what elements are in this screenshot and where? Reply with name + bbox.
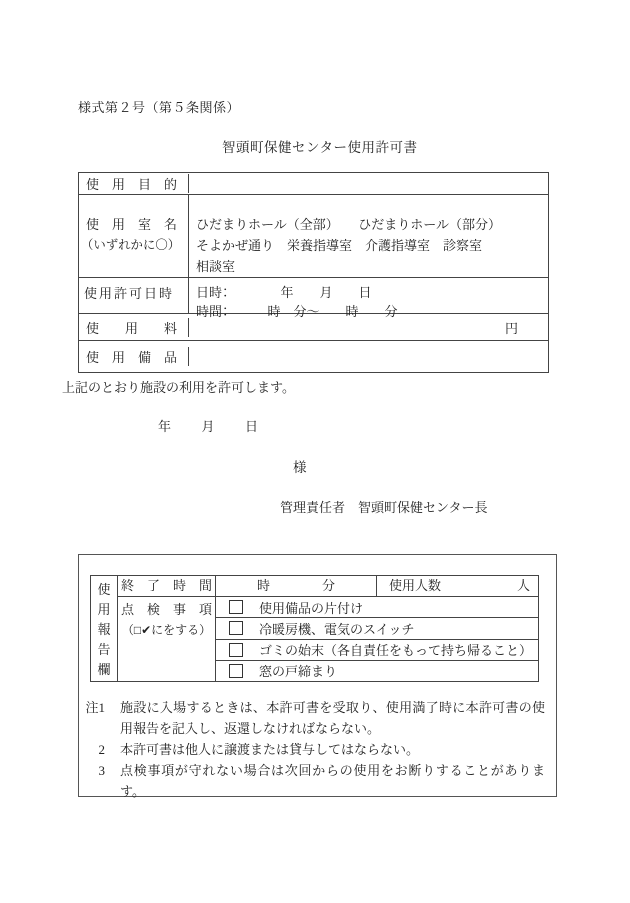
end-time-label: 終 了 時 間: [118, 576, 215, 597]
table-row-equipment: [79, 340, 548, 372]
checklist-item-label: 窓の戸締まり: [259, 664, 338, 680]
form-number: 様式第２号（第５条関係）: [78, 100, 241, 115]
document-title: 智頭町保健センター使用許可書: [222, 140, 418, 155]
permit-statement: 上記のとおり施設の利用を許可します。: [62, 380, 295, 395]
checkbox-icon: [229, 621, 243, 635]
permit-table: [78, 172, 549, 373]
issue-date-line: 年 月 日: [158, 419, 260, 434]
room-options: [189, 195, 548, 277]
fee-label: 使 用 料: [79, 318, 189, 337]
checklist-item-label: ゴミの始末（各自責任をもって持ち帰ること）: [259, 643, 533, 659]
people-count-cell: [377, 576, 538, 596]
usage-report-box: [78, 554, 557, 797]
purpose-label: 使 用 目 的: [79, 174, 189, 193]
checklist-item-label: 冷暖房機、電気のスイッチ: [259, 621, 415, 637]
report-value-column: [216, 576, 538, 681]
inspection-note: （□✔にをする）: [121, 623, 212, 637]
datetime-value: [189, 278, 548, 319]
table-row-room: [79, 194, 548, 277]
inspection-label: 点 検 事 項: [120, 602, 212, 617]
end-time-value: 時 分: [216, 576, 377, 596]
report-vertical-label: [91, 576, 118, 681]
datetime-label: 使用許可日時: [79, 278, 189, 313]
room-options-line3: 相談室: [196, 259, 236, 274]
note-item: [81, 697, 549, 739]
people-count-unit: 人: [516, 578, 530, 593]
note-text: 施設に入場するときは、本許可書を受取り、使用満了時に本許可書の使用報告を記入し、返還しなければならない。: [120, 700, 545, 736]
table-row-purpose: [79, 173, 548, 194]
vertical-label-char: 用: [97, 602, 111, 617]
checklist-row: [216, 640, 538, 661]
vertical-label-char: 告: [97, 642, 111, 657]
checkbox-icon: [229, 664, 243, 678]
note-item: [81, 760, 549, 802]
vertical-label-char: 使: [97, 582, 111, 597]
note-marker: 注1: [85, 700, 105, 715]
vertical-label-char: 欄: [97, 662, 111, 677]
checklist-item-label: 使用備品の片付け: [259, 600, 364, 616]
vertical-label-char: 報: [97, 622, 111, 637]
note-item: [81, 739, 549, 760]
table-row-datetime: [79, 277, 548, 319]
equipment-label: 使 用 備 品: [79, 347, 189, 366]
checklist-row: [216, 597, 538, 618]
room-label-line1: 使 用 室 名: [86, 217, 178, 232]
note-marker: 3: [98, 763, 105, 778]
room-label-line2: （いずれかに〇）: [81, 238, 181, 252]
checklist-row: [216, 661, 538, 681]
checklist-row: [216, 618, 538, 639]
note-text: 本許可書は他人に譲渡または貸与してはならない。: [120, 742, 420, 757]
datetime-value-line1: 日時： 年 月 日: [196, 285, 372, 300]
notes-list: [81, 697, 549, 802]
inspection-label-cell: [118, 597, 215, 681]
addressee-suffix: 様: [293, 460, 307, 475]
room-label: [79, 195, 189, 277]
people-count-label: 使用人数: [389, 578, 442, 593]
report-header-row: [216, 576, 538, 597]
usage-report-table: [90, 575, 539, 682]
note-marker: 2: [98, 742, 105, 757]
checkbox-icon: [229, 643, 243, 657]
room-options-line2: そよかぜ通り 栄養指導室 介護指導室 診察室: [196, 238, 483, 253]
fee-unit: 円: [504, 320, 518, 336]
checkbox-icon: [229, 600, 243, 614]
note-text: 点検事項が守れない場合は次回からの使用をお断りすることがあります。: [120, 763, 545, 799]
room-options-line1: ひだまりホール（全部） ひだまりホール（部分）: [196, 217, 501, 232]
table-row-fee: [79, 313, 548, 340]
datetime-value-line2: 時間： 時 分～ 時 分: [196, 304, 398, 319]
issuer-line: 管理責任者 智頭町保健センター長: [280, 500, 488, 515]
report-label-column: [118, 576, 216, 681]
